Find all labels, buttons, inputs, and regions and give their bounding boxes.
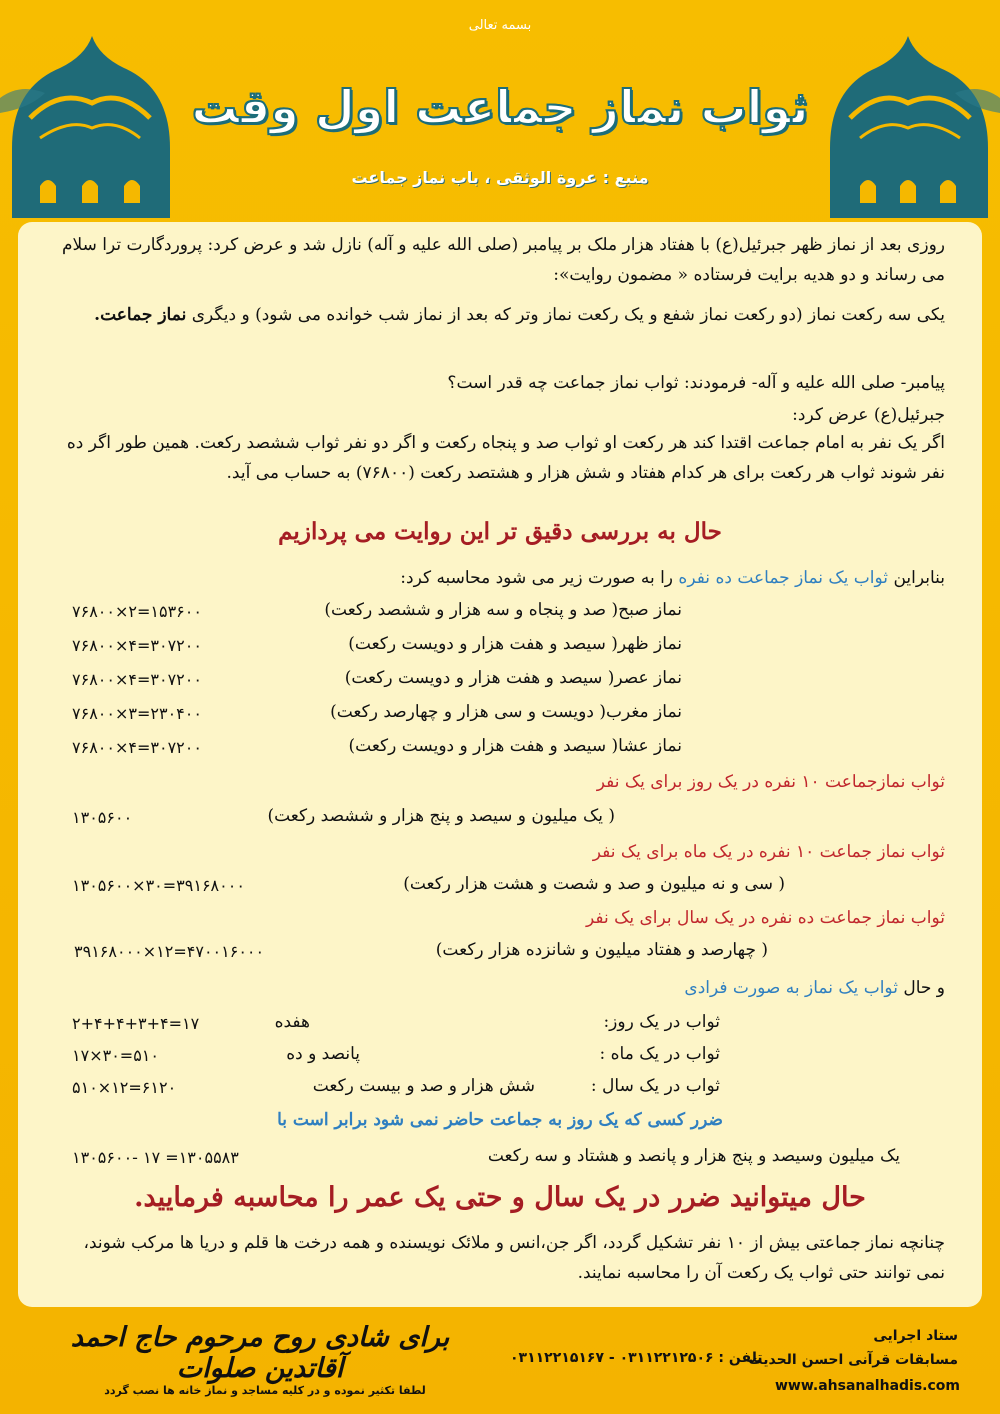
individual-calc: ۲+۴+۴+۳+۴=۱۷ bbox=[72, 1014, 200, 1033]
prayer-row-text: نماز ظهر( سیصد و هفت هزار و دویست رکعت) bbox=[348, 634, 682, 654]
calc-intro-pre: بنابراین bbox=[893, 568, 945, 588]
individual-intro bbox=[684, 978, 945, 998]
prayer-row-calc: ۷۶۸۰۰×۴=۳۰۷۲۰۰ bbox=[72, 636, 202, 655]
hq-name: مسابقات قرآنی احسن الحدیث bbox=[748, 1352, 958, 1368]
hq-title: ستاد اجرایی bbox=[873, 1328, 958, 1344]
calc-intro-post: را به صورت زیر می شود محاسبه کرد: bbox=[400, 568, 674, 588]
intro-paragraph-2-bold: نماز جماعت. bbox=[94, 305, 187, 325]
individual-calc: ۵۱۰×۱۲=۶۱۲۰ bbox=[72, 1078, 177, 1097]
period-text: ( سی و نه میلیون و صد و شصت و هشت هزار رکعت) bbox=[403, 874, 785, 894]
mosque-dome-right-icon bbox=[830, 28, 1000, 218]
dedication: برای شادی روح مرحوم حاج احمد آقاتدین صلوات bbox=[70, 1322, 450, 1384]
website-link[interactable]: www.ahsanalhadis.com bbox=[774, 1378, 960, 1394]
prayer-row-text: نماز عصر( سیصد و هفت هزار و دویست رکعت) bbox=[344, 668, 682, 688]
page-title: ثواب نماز جماعت اول وقت bbox=[191, 80, 809, 134]
calc-intro bbox=[400, 568, 945, 588]
period-title: ثواب نماز جماعت ۱۰ نفره در یک ماه برای یک نفر bbox=[592, 842, 945, 862]
intro-paragraph-1: روزی بعد از نماز ظهر جبرئیل(ع) با هفتاد هزار ملک بر پیامبر (صلی الله علیه و آله) نازل شد و عرض کرد: پروردگارت ترا سلام می رساند و دو هدیه برایت فرستاده « مضمون روایت»: bbox=[61, 235, 945, 285]
loss-calc: ۱۳۰۵۶۰۰- ۱۷ =۱۳۰۵۵۸۳ bbox=[72, 1148, 239, 1167]
period-text: ( یک میلیون و سیصد و پنج هزار و ششصد رکعت) bbox=[267, 806, 615, 826]
period-title: ثواب نمازجماعت ۱۰ نفره در یک روز برای یک نفر bbox=[596, 772, 945, 792]
individual-calc: ۱۷×۳۰=۵۱۰ bbox=[72, 1046, 159, 1065]
closing-heading: حال میتوانید ضرر در یک سال و حتی یک عمر را محاسبه فرمایید. bbox=[134, 1182, 866, 1213]
prayer-row-calc: ۷۶۸۰۰×۴=۳۰۷۲۰۰ bbox=[72, 738, 202, 757]
source-line: منبع : عروة الوثقی ، باب نماز جماعت bbox=[351, 168, 649, 187]
intro-paragraph-3: پیامبر- صلی الله علیه و آله- فرمودند: ثواب نماز جماعت چه قدر است؟ bbox=[447, 373, 945, 393]
intro-paragraph-2 bbox=[55, 300, 945, 330]
period-title: ثواب نماز جماعت ده نفره در یک سال برای یک نفر bbox=[586, 908, 945, 928]
prayer-row-calc: ۷۶۸۰۰×۲=۱۵۳۶۰۰ bbox=[72, 602, 202, 621]
period-text: ( چهارصد و هفتاد میلیون و شانزده هزار رکعت) bbox=[435, 940, 768, 960]
prayer-row-text: نماز صبح( صد و پنجاه و سه هزار و ششصد رکعت) bbox=[324, 600, 682, 620]
intro-paragraph-4: جبرئیل(ع) عرض کرد: bbox=[792, 405, 945, 425]
mosque-dome-left-icon bbox=[0, 28, 170, 218]
individual-label: ثواب در یک ماه : bbox=[599, 1044, 720, 1064]
prayer-row-calc: ۷۶۸۰۰×۳=۲۳۰۴۰۰ bbox=[72, 704, 202, 723]
individual-label: ثواب در یک سال : bbox=[590, 1076, 720, 1096]
basmala: بسمه تعالی bbox=[468, 18, 532, 33]
prayer-row-text: نماز مغرب( دویست و سی هزار و چهارصد رکعت) bbox=[330, 702, 682, 722]
phone-numbers: تلفن : ۰۳۱۱۲۲۱۲۵۰۶ - ۰۳۱۱۲۲۱۵۱۶۷ bbox=[510, 1350, 763, 1366]
footer-note: لطفا تکثیر نموده و در کلیه مساجد و نماز خانه ها نصب گردد bbox=[104, 1384, 426, 1397]
intro-paragraph-5: اگر یک نفر به امام جماعت اقتدا کند هر رکعت او ثواب صد و پنجاه رکعت و اگر دو نفر ثواب ششصد رکعت. همین طور اگر ده نفر شوند ثواب هر رکعت برای هر کدام هفتاد و شش هزار و هشتصد رکعت (۷۶۸۰۰) به حساب می آید. bbox=[66, 433, 945, 483]
individual-words: شش هزار و صد و بیست رکعت bbox=[312, 1076, 535, 1096]
closing-text: چنانچه نماز جماعتی بیش از ۱۰ نفر تشکیل گردد، اگر جن،انس و ملائک نویسنده و همه درخت ها قلم و دریا ها مرکب شوند، نمی توانند حتی ثواب یک رکعت آن را محاسبه نمایند. bbox=[83, 1233, 945, 1283]
individual-intro-highlight: ثواب یک نماز به صورت فرادی bbox=[684, 978, 898, 998]
individual-words: پانصد و ده bbox=[286, 1044, 360, 1064]
prayer-row-text: نماز عشا( سیصد و هفت هزار و دویست رکعت) bbox=[348, 736, 682, 756]
loss-text: یک میلیون وسیصد و پنج هزار و پانصد و هشتاد و سه رکعت bbox=[487, 1146, 900, 1166]
intro-paragraph-2-text: یکی سه رکعت نماز (دو رکعت نماز شفع و یک رکعت نماز وتر که بعد از نماز شب خوانده می شود) و دیگری bbox=[191, 305, 945, 325]
calc-intro-highlight: ثواب یک نماز جماعت ده نفره bbox=[678, 568, 889, 588]
individual-words: هفده bbox=[274, 1012, 310, 1032]
review-heading: حال به بررسی دقیق تر این روایت می پردازیم bbox=[278, 518, 722, 545]
period-calc: ۱۳۰۵۶۰۰ bbox=[72, 808, 133, 827]
individual-intro-pre: و حال bbox=[903, 978, 945, 998]
loss-heading: ضرر کسی که یک روز به جماعت حاضر نمی شود برابر است با bbox=[277, 1110, 723, 1130]
prayer-row-calc: ۷۶۸۰۰×۴=۳۰۷۲۰۰ bbox=[72, 670, 202, 689]
period-calc: ۱۳۰۵۶۰۰×۳۰=۳۹۱۶۸۰۰۰ bbox=[72, 876, 245, 895]
period-calc: ۳۹۱۶۸۰۰۰×۱۲=۴۷۰۰۱۶۰۰۰ bbox=[74, 942, 265, 961]
individual-label: ثواب در یک روز: bbox=[603, 1012, 720, 1032]
